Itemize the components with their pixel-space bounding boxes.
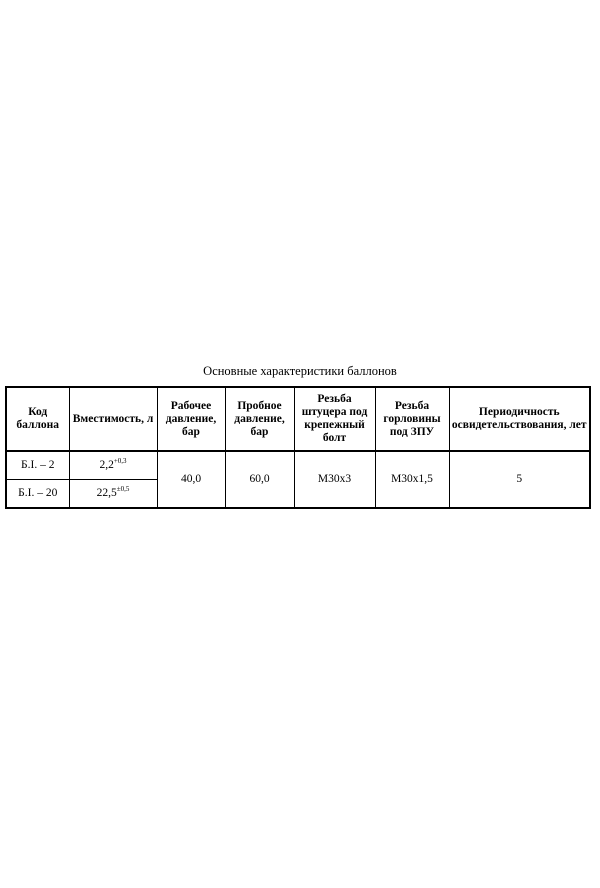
cell-capacity (69, 480, 157, 509)
cell-fitting-thread: М30х3 (294, 451, 375, 508)
header-test-pressure: Пробное давление, бар (225, 387, 294, 451)
header-inspection-period: Периодичность освидетельствования, лет (449, 387, 590, 451)
capacity-tolerance: ±0,5 (116, 485, 130, 493)
header-neck-thread: Резьба горловины под ЗПУ (375, 387, 449, 451)
cell-capacity (69, 451, 157, 480)
table-caption: Основные характеристики баллонов (203, 364, 397, 378)
header-working-pressure: Рабочее давление, бар (157, 387, 225, 451)
capacity-value: 22,5 (96, 487, 117, 499)
cylinder-specs-table (5, 386, 591, 509)
cell-code: Б.I. – 20 (6, 480, 69, 509)
cell-test-pressure: 60,0 (225, 451, 294, 508)
cell-neck-thread: М30х1,5 (375, 451, 449, 508)
cell-inspection-period: 5 (449, 451, 590, 508)
cell-code: Б.I. – 2 (6, 451, 69, 480)
capacity-value: 2,2 (99, 459, 114, 471)
capacity-tolerance: +0,3 (113, 457, 127, 465)
header-fitting-thread: Резьба штуцера под крепежный болт (294, 387, 375, 451)
header-row (6, 387, 590, 451)
table-row (6, 451, 590, 480)
header-capacity: Вместимость, л (69, 387, 157, 451)
cell-working-pressure: 40,0 (157, 451, 225, 508)
header-code: Код баллона (6, 387, 69, 451)
